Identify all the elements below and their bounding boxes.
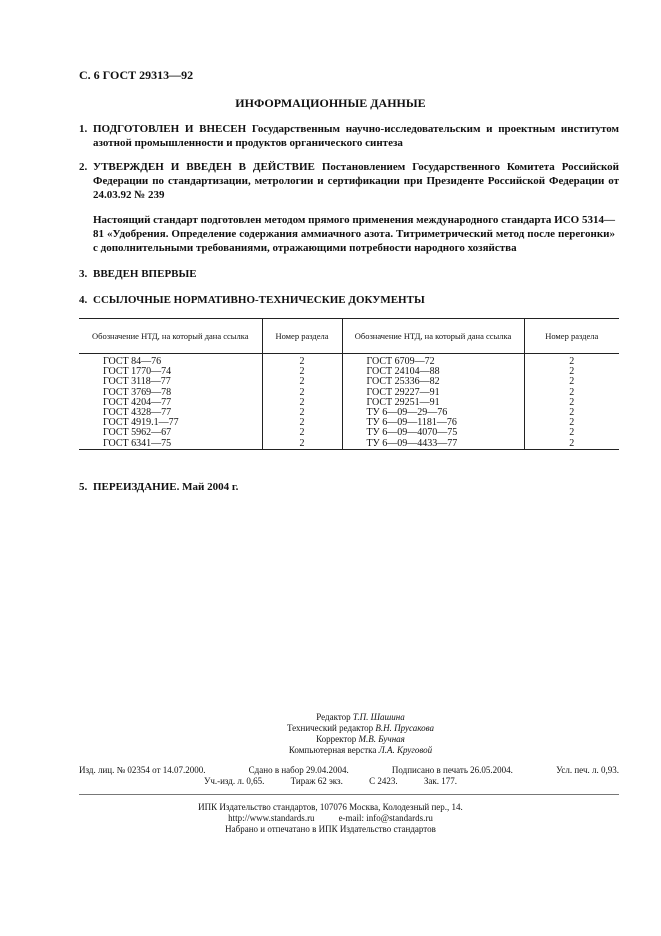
doc-cell: ТУ 6—09—29—76 bbox=[342, 408, 524, 418]
column-header: Номер раздела bbox=[524, 319, 619, 354]
pub-sheets: Уч.-изд. л. 0,65. bbox=[203, 776, 265, 786]
doc-cell: ГОСТ 3118—77 bbox=[103, 376, 171, 388]
section-3 bbox=[79, 267, 619, 281]
section-number: 5. bbox=[79, 481, 88, 493]
section-cell: 2 bbox=[262, 367, 342, 377]
section-number: 2. bbox=[79, 161, 88, 173]
credit-label: Технический редактор bbox=[286, 723, 374, 733]
publisher-email[interactable]: e-mail: info@standards.ru bbox=[338, 813, 433, 823]
publication-details-2 bbox=[0, 776, 661, 787]
page-header: С. 6 ГОСТ 29313—92 bbox=[79, 68, 194, 82]
publisher-info bbox=[0, 802, 661, 835]
section-number: 1. bbox=[79, 123, 88, 135]
publisher-contacts bbox=[0, 813, 661, 824]
section-cell: 2 bbox=[524, 428, 619, 438]
section-body: Государственным научно-исследовательским и проектным институтом азотной промышленности и продуктов органического синтеза bbox=[93, 123, 620, 149]
signed-date: Подписано в печать 26.05.2004. bbox=[391, 765, 513, 775]
section-cell: 2 bbox=[262, 418, 342, 428]
doc-cell: ГОСТ 29227—91 bbox=[342, 388, 524, 398]
section-cell: 2 bbox=[262, 377, 342, 387]
section-cell: 2 bbox=[262, 354, 342, 368]
doc-cell: ТУ 6—09—4433—77 bbox=[342, 439, 524, 450]
section-cell: 2 bbox=[524, 388, 619, 398]
doc-cell: ГОСТ 6341—75 bbox=[79, 439, 262, 450]
typeset-date: Сдано в набор 29.04.2004. bbox=[248, 765, 349, 775]
section-lead: ПОДГОТОВЛЕН И ВНЕСЕН bbox=[93, 123, 247, 135]
credit-name: М.В. Бучная bbox=[358, 734, 405, 744]
section-cell: 2 bbox=[524, 354, 619, 368]
section-number: 4. bbox=[79, 294, 88, 306]
table-row bbox=[79, 439, 619, 450]
section-cell: 2 bbox=[262, 408, 342, 418]
publisher-address: ИПК Издательство стандартов, 107076 Москва, Колодезный пер., 14. bbox=[198, 802, 463, 812]
divider bbox=[79, 794, 619, 795]
section-4 bbox=[79, 293, 619, 307]
doc-cell: ГОСТ 25336—82 bbox=[342, 377, 524, 387]
section-text bbox=[93, 122, 619, 150]
doc-cell: ГОСТ 5962—67 bbox=[103, 427, 172, 439]
doc-cell: ГОСТ 6709—72 bbox=[342, 354, 524, 368]
section-cell: 2 bbox=[524, 377, 619, 387]
section-text bbox=[93, 160, 619, 202]
doc-cell: ТУ 6—09—4070—75 bbox=[342, 428, 524, 438]
doc-cell: ГОСТ 4328—77 bbox=[103, 407, 172, 419]
credit-layout bbox=[60, 745, 661, 756]
credit-name: Л.А. Круговой bbox=[378, 745, 433, 755]
section-1 bbox=[79, 122, 619, 150]
publisher-website[interactable]: http://www.standards.ru bbox=[228, 813, 315, 823]
table-row bbox=[79, 354, 619, 368]
credit-name: В.Н. Прусакова bbox=[375, 723, 435, 733]
section-cell: 2 bbox=[262, 439, 342, 450]
section-cell: 2 bbox=[524, 367, 619, 377]
credit-editor bbox=[60, 712, 661, 723]
circulation: Тираж 62 экз. bbox=[290, 776, 343, 786]
section-cell: 2 bbox=[524, 398, 619, 408]
doc-cell: ТУ 6—09—1181—76 bbox=[342, 418, 524, 428]
section-5 bbox=[79, 480, 619, 494]
section-2 bbox=[79, 160, 619, 202]
section-cell: 2 bbox=[262, 398, 342, 408]
section-lead: ССЫЛОЧНЫЕ НОРМАТИВНО-ТЕХНИЧЕСКИЕ ДОКУМЕНТЫ bbox=[93, 294, 425, 306]
license-info: Изд. лиц. № 02354 от 14.07.2000. bbox=[79, 765, 206, 775]
publisher-printed: Набрано и отпечатано в ИПК Издательство стандартов bbox=[225, 824, 436, 834]
column-header: Номер раздела bbox=[262, 319, 342, 354]
section-cell: 2 bbox=[524, 439, 619, 450]
print-code: С 2423. bbox=[369, 776, 398, 786]
credit-tech-editor bbox=[60, 723, 661, 734]
print-sheets: Усл. печ. л. 0,93. bbox=[556, 765, 619, 775]
doc-cell: ГОСТ 4919.1—77 bbox=[103, 417, 179, 429]
section-lead: УТВЕРЖДЕН И ВВЕДЕН В ДЕЙСТВИЕ bbox=[93, 161, 315, 173]
section-lead: ПЕРЕИЗДАНИЕ. Май 2004 г. bbox=[93, 481, 239, 493]
doc-cell: ГОСТ 29251—91 bbox=[342, 398, 524, 408]
section-body: Постановлением Государственного Комитета Российской Федерации по стандартизации, метрологии и сертификации при Президенте Российской Федерации от 24.03.92 № 239 bbox=[93, 161, 620, 201]
page-title: ИНФОРМАЦИОННЫЕ ДАННЫЕ bbox=[235, 96, 426, 110]
doc-cell: ГОСТ 3769—78 bbox=[103, 386, 172, 398]
section-lead: ВВЕДЕН ВПЕРВЫЕ bbox=[93, 268, 197, 280]
publication-details bbox=[79, 765, 619, 776]
order-number: Зак. 177. bbox=[423, 776, 458, 786]
doc-cell: ГОСТ 84—76 bbox=[103, 356, 162, 367]
column-header: Обозначение НТД, на который дана ссылка bbox=[342, 319, 524, 354]
standard-note: Настоящий стандарт подготовлен методом прямого применения международного стандарта ИСО 5314—81 «Удобрения. Определение содержания аммиачного азота. Титриметрический метод после перегонки» с дополнительными требованиями, отражающими потребности народного хозяйства bbox=[93, 214, 615, 254]
credit-label: Редактор bbox=[316, 712, 351, 722]
section-number: 3. bbox=[79, 268, 88, 280]
credit-label: Компьютерная верстка bbox=[288, 745, 377, 755]
doc-cell: ГОСТ 24104—88 bbox=[342, 367, 524, 377]
editorial-credits bbox=[0, 712, 661, 756]
credit-corrector bbox=[60, 734, 661, 745]
section-cell: 2 bbox=[262, 428, 342, 438]
section-cell: 2 bbox=[524, 418, 619, 428]
references-table bbox=[79, 318, 619, 450]
column-header: Обозначение НТД, на который дана ссылка bbox=[79, 319, 262, 354]
credit-label: Корректор bbox=[316, 734, 357, 744]
credit-name: Т.П. Шашина bbox=[352, 712, 405, 722]
section-cell: 2 bbox=[262, 388, 342, 398]
doc-cell: ГОСТ 1770—74 bbox=[103, 366, 172, 378]
section-cell: 2 bbox=[524, 408, 619, 418]
doc-cell: ГОСТ 4204—77 bbox=[103, 396, 172, 408]
